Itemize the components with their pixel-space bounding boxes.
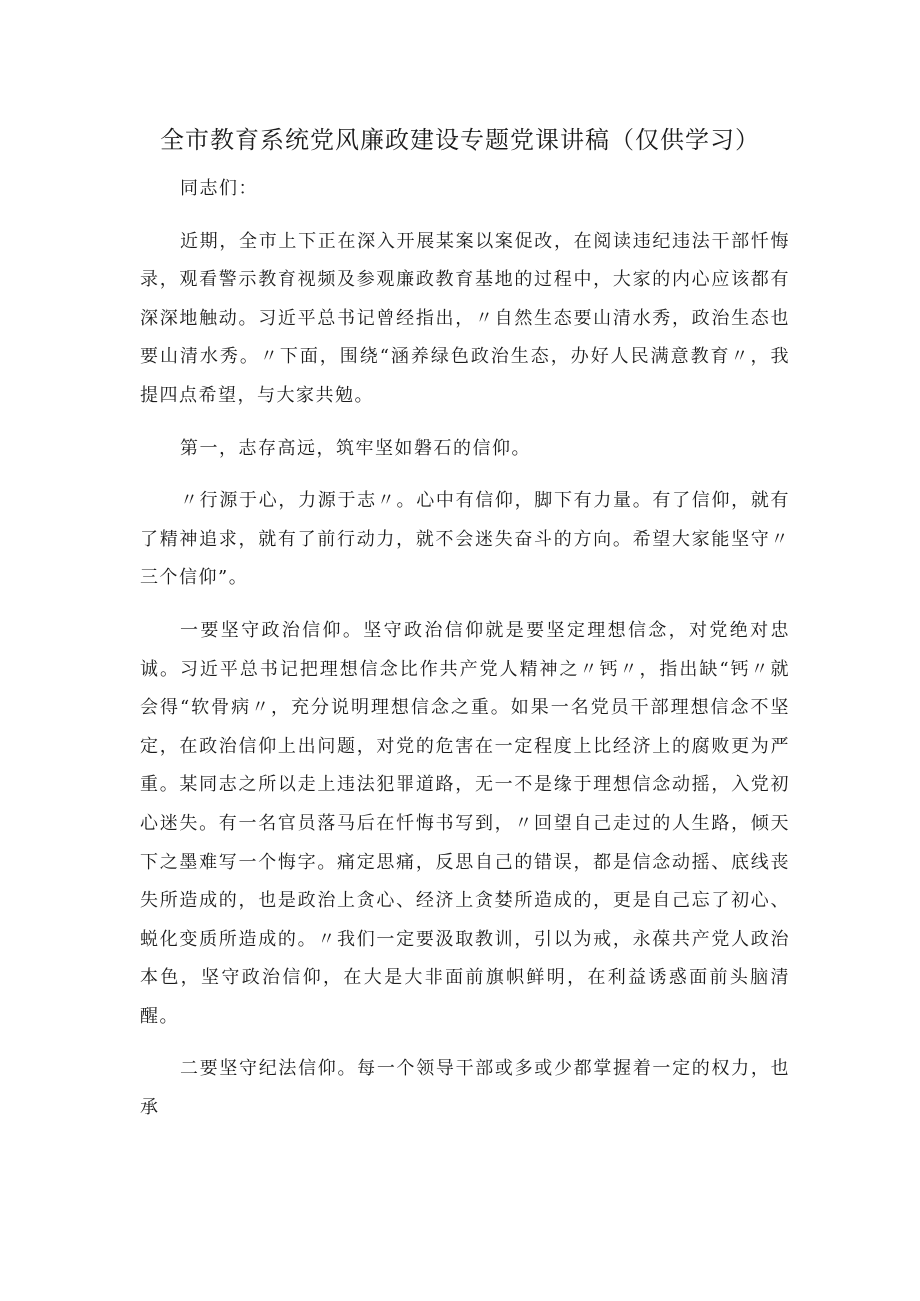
document-title: 全市教育系统党风廉政建设专题党课讲稿（仅供学习） [160,126,760,154]
document-body [140,170,790,1142]
paragraph: 一要坚守政治信仰。坚守政治信仰就是要坚定理想信念，对党绝对忠诚。习近平总书记把理想信念比作共产党人精神之〃钙〃，指出缺“钙〃就会得“软骨病〃，充分说明理想信念之重。如果一名党员干部理想信念不坚定，在政治信仰上出问题，对党的危害在一定程度上比经济上的腐败更为严重。某同志之所以走上违法犯罪道路，无一不是缘于理想信念动摇，入党初心迷失。有一名官员落马后在忏悔书写到，〃回望自己走过的人生路，倾天下之墨难写一个悔字。痛定思痛，反思自己的错误，都是信念动摇、底线丧失所造成的，也是政治上贪心、经济上贪婪所造成的，更是自己忘了初心、蜕化变质所造成的。〃我们一定要汲取教训，引以为戒，永葆共产党人政治本色，坚守政治信仰，在大是大非面前旗帜鲜明，在利益诱惑面前头脑清醒。 [140,619,790,1027]
paragraph: 近期，全市上下正在深入开展某案以案促改，在阅读违纪违法干部忏悔录，观看警示教育视频及参观廉政教育基地的过程中，大家的内心应该都有深深地触动。习近平总书记曾经指出，〃自然生态要山清水秀，政治生态也要山清水秀。〃下面，围绕“涵养绿色政治生态，办好人民满意教育〃，我提四点希望，与大家共勉。 [140,230,790,406]
paragraph: 第一，志存高远，筑牢坚如磐石的信仰。 [180,437,531,459]
paragraph: 二要坚守纪法信仰。每一个领导干部或多或少都掌握着一定的权力，也承 [140,1058,790,1119]
paragraph: 〃行源于心，力源于志〃。心中有信仰，脚下有力量。有了信仰，就有了精神追求，就有了前行动力，就不会迷失奋斗的方向。希望大家能坚守〃三个信仰”。 [140,490,790,589]
salutation: 同志们： [180,178,258,199]
